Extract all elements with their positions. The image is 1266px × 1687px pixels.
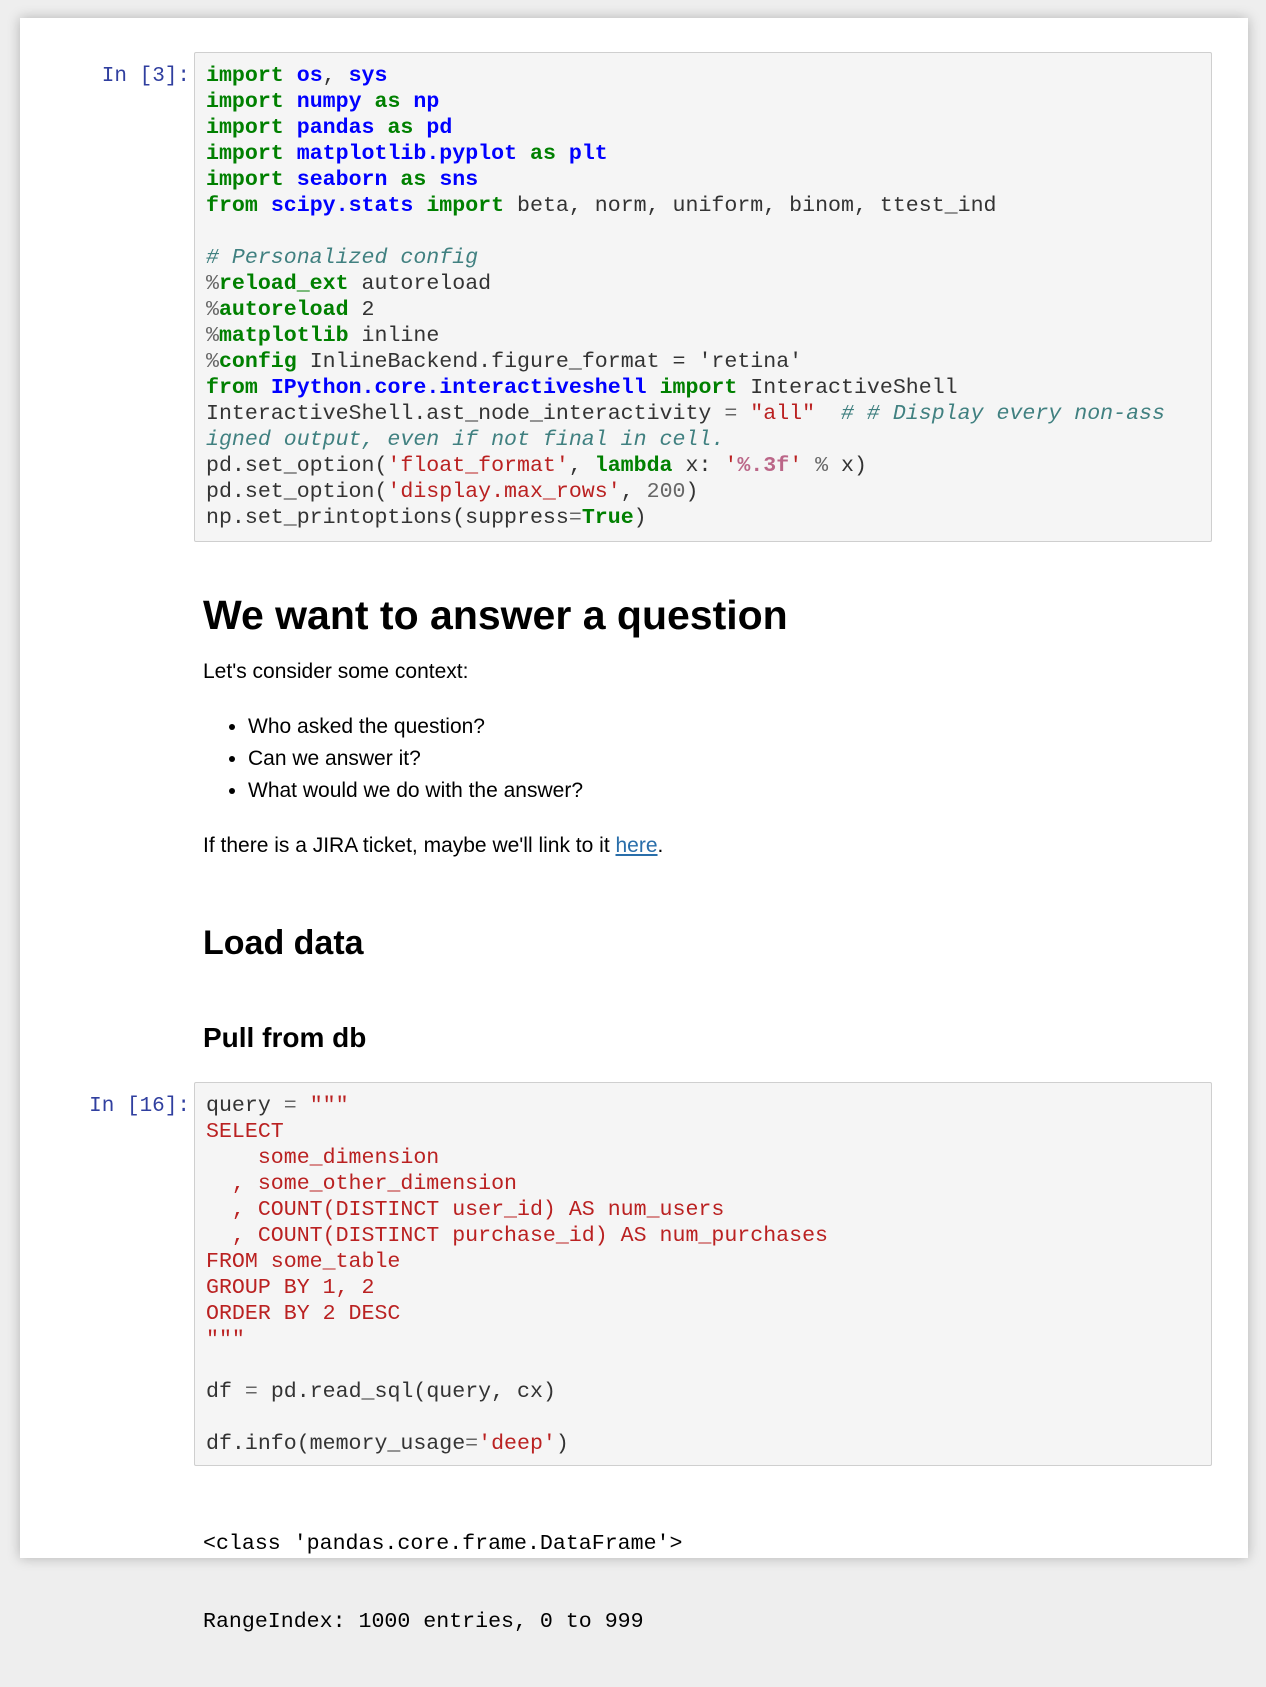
code-token: = [283,1094,297,1118]
code-token: True [581,506,634,530]
code-token: import [206,116,284,140]
code-line [206,505,1201,531]
jira-paragraph [203,834,663,858]
code-token: = [568,506,582,530]
code-token: beta, norm, uniform, binom, ttest_ind [504,194,997,218]
code-token: os [296,64,323,88]
code-token: import [206,168,284,192]
code-token: matplotlib [218,324,349,348]
code-token: sys [348,64,388,88]
code-line [206,89,1201,115]
heading-question: We want to answer a question [203,592,788,638]
code-line [206,1119,1201,1145]
code-line [206,349,1201,375]
code-token: SELECT [206,1120,284,1144]
code-token: % [206,350,219,374]
context-list [203,711,583,807]
code-token [400,90,413,114]
code-line [206,453,1201,479]
code-token: pd [426,116,453,140]
code-token: some_dimension [206,1146,440,1170]
code-line [206,1249,1201,1275]
code-line [206,1301,1201,1327]
code-token: np [413,90,440,114]
code-token: as [530,142,556,166]
code-token: ) [685,480,699,504]
code-token: , COUNT(DISTINCT user_id) AS num_users [206,1198,725,1222]
code-token: ) [633,506,647,530]
code-token: GROUP BY 1, 2 [206,1276,375,1300]
code-line [206,297,1201,323]
code-token: %.3f [737,454,790,478]
code-token [426,168,439,192]
code-token: query [206,1094,284,1118]
code-token: sns [439,168,479,192]
code-line [206,245,1201,271]
code-token: as [387,116,414,140]
code-token: ' [724,454,738,478]
code-token: """ [206,1328,245,1352]
code-token: import [206,64,284,88]
code-token: pandas [296,116,375,140]
output-line: <class 'pandas.core.frame.DataFrame'> [203,1532,683,1556]
code-token: import [206,142,284,166]
code-token: 'float_format' [387,454,569,478]
code-token [647,376,660,400]
code-token: as [400,168,427,192]
code-token: autoreload [348,272,492,296]
code-line [206,323,1201,349]
code-token: import [659,376,738,400]
code-token [413,116,426,140]
heading-pull-from-db: Pull from db [203,1022,367,1053]
code-token: plt [568,142,608,166]
code-token: % [206,272,219,296]
code-line [206,1145,1201,1171]
cell-prompt: In [3]: [101,65,190,88]
cell-prompt: In [16]: [89,1095,190,1118]
code-token: 'display.max_rows' [387,480,621,504]
code-line [206,1197,1201,1223]
code-line [206,63,1201,89]
code-token: scipy.stats [270,194,414,218]
code-token: , [322,64,349,88]
code-line [206,1171,1201,1197]
code-token: % [206,324,219,348]
code-token: FROM some_table [206,1250,401,1274]
code-token [284,90,297,114]
code-line [206,193,1201,219]
code-token: = [244,1380,258,1404]
code-line [206,219,1201,245]
code-token: inline [348,324,440,348]
code-token: matplotlib.pyplot [296,142,518,166]
code-line [206,427,1201,453]
code-line [206,167,1201,193]
code-token: import [206,90,284,114]
code-line [206,375,1201,401]
code-token [413,194,426,218]
code-token: x: [672,454,725,478]
code-token [362,90,375,114]
code-token [802,454,815,478]
code-token [815,402,841,426]
code-token: pd.read_sql(query, cx) [257,1380,556,1404]
code-token [517,142,530,166]
code-token: reload_ext [218,272,349,296]
code-token: , [568,454,595,478]
code-token: pd.set_option( [206,454,388,478]
jira-end: . [657,834,664,857]
list-item: • Who asked the question? [248,711,583,743]
intro-text: Let's consider some context: [203,660,469,683]
code-line [206,115,1201,141]
code-line [206,271,1201,297]
code-token: % [815,454,829,478]
code-token: ORDER BY 2 DESC [206,1302,401,1326]
code-token: ) [555,1432,569,1456]
code-token: , [620,480,647,504]
code-token [258,376,271,400]
code-token: 'deep' [478,1432,556,1456]
code-token: # Personalized config [206,246,479,270]
output-line: RangeIndex: 1000 entries, 0 to 999 [203,1610,644,1634]
code-token [284,116,297,140]
code-token: = [465,1432,479,1456]
code-line [206,479,1201,505]
code-token: import [426,194,505,218]
code-line [206,1405,1201,1431]
code-token: 2 [348,298,375,322]
code-token: , COUNT(DISTINCT purchase_id) AS num_purchases [206,1224,829,1248]
code-token: seaborn [296,168,388,192]
code-line [206,1223,1201,1249]
code-token: """ [309,1094,349,1118]
code-line [206,1353,1201,1379]
jira-link[interactable]: here [615,834,658,857]
code-token: InlineBackend.figure_format = 'retina' [296,350,803,374]
code-token: x) [828,454,867,478]
code-line [206,1431,1201,1457]
code-token [737,402,750,426]
code-token: # # Display every non-ass [841,402,1165,426]
heading-load-data: Load data [203,924,364,962]
code-token: autoreload [218,298,349,322]
code-token: from [206,376,258,400]
code-token [387,168,400,192]
jira-text: If there is a JIRA ticket, maybe we'll link to it [203,834,616,857]
code-token: df [206,1380,245,1404]
code-token [297,1094,310,1118]
notebook-page [20,18,1248,1634]
code-token: InteractiveShell.ast_node_interactivity [206,402,725,426]
code-token [258,194,271,218]
code-line [206,401,1201,427]
list-item: • Can we answer it? [248,743,583,775]
code-line [206,1379,1201,1405]
code-line [206,1275,1201,1301]
code-line [206,1093,1201,1119]
code-token: 200 [646,480,686,504]
code-token: lambda [594,454,673,478]
code-token [284,142,297,166]
code-cell-imports[interactable] [194,52,1212,542]
code-token [556,142,569,166]
code-token: from [206,194,258,218]
code-token [284,64,297,88]
code-token: df.info(memory_usage [206,1432,466,1456]
code-token: numpy [296,90,362,114]
code-token [284,168,297,192]
code-line [206,1327,1201,1353]
list-item: • What would we do with the answer? [248,775,583,807]
code-line [206,141,1201,167]
code-token: , some_other_dimension [206,1172,518,1196]
code-token: % [206,298,219,322]
code-token: "all" [750,402,816,426]
code-token: pd.set_option( [206,480,388,504]
code-token: InteractiveShell [737,376,958,400]
code-token: np.set_printoptions(suppress [206,506,569,530]
code-token: igned output, even if not final in cell. [206,428,725,452]
code-token: ' [789,454,803,478]
code-token: IPython.core.interactiveshell [270,376,647,400]
code-token: = [724,402,738,426]
code-cell-query[interactable] [194,1082,1212,1466]
cell-output [203,1479,682,1687]
code-token: config [218,350,297,374]
code-token: as [374,90,401,114]
code-token [375,116,388,140]
